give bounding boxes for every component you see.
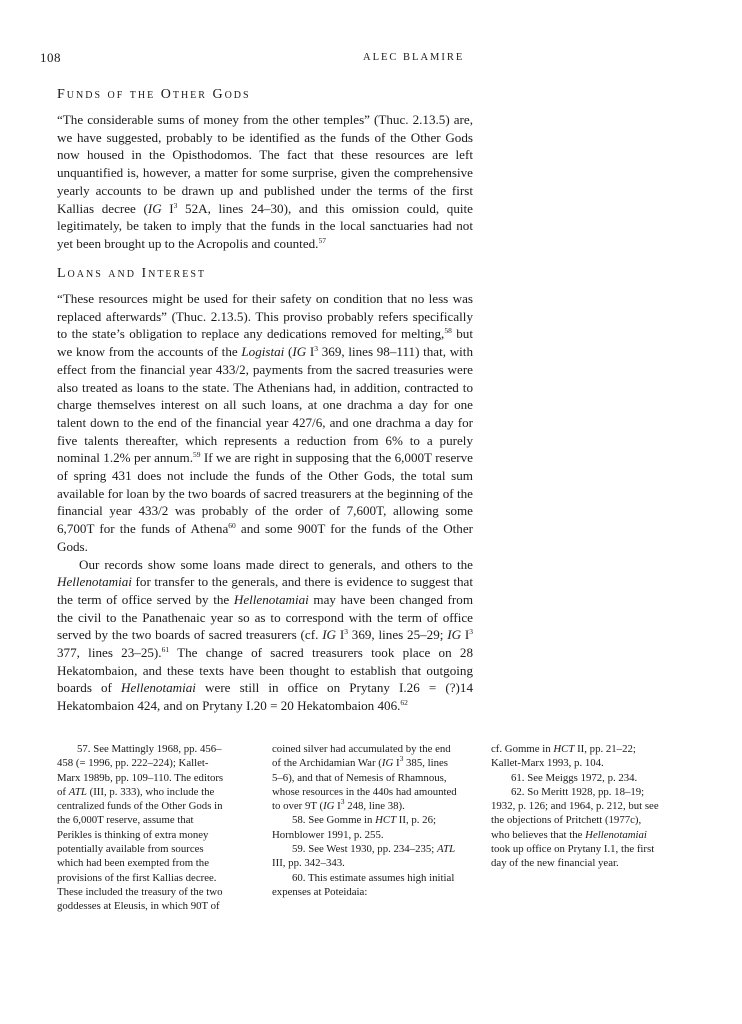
note-ref: 3 <box>469 627 473 637</box>
text-run: I <box>306 344 315 360</box>
footnote <box>272 742 458 813</box>
italic-run: IG <box>447 627 462 643</box>
running-head: ALEC BLAMIRE <box>363 52 465 63</box>
note-ref: 61 <box>161 645 170 655</box>
footnote <box>57 742 227 914</box>
text-run: 248, line 38). <box>344 800 405 813</box>
note-ref: 58 <box>444 326 452 336</box>
text-run: 60. This estimate assumes high initial expenses at Poteidaia: <box>272 871 455 898</box>
text-run: I <box>334 800 341 813</box>
footnote <box>272 813 458 842</box>
body-paragraph <box>57 556 473 715</box>
note-ref: 60 <box>228 521 236 531</box>
text-run: were still in office on Prytany I.26 = (?)14 Hekatombaion 424, and on Prytany I.20 = 20 Hekatombaion 406. <box>57 680 473 714</box>
text-run: I <box>461 627 470 643</box>
text-run: 61. See Meiggs 1972, p. 234. <box>511 771 638 784</box>
text-run: but we know from the accounts of the <box>57 326 473 360</box>
note-ref: 57 <box>318 235 326 245</box>
note-ref: 3 <box>173 200 178 210</box>
italic-run: Logistai <box>241 344 285 360</box>
italic-run: ATL <box>68 785 87 798</box>
italic-run: HCT <box>375 814 397 827</box>
footnote <box>272 842 458 871</box>
text-run: took up office on Prytany I.1, the first day of the new financial year. <box>491 843 655 870</box>
page-number: 108 <box>40 50 61 65</box>
note-ref: 59 <box>192 450 201 460</box>
section-heading: Loans and Interest <box>57 266 206 281</box>
note-ref: 3 <box>340 797 345 807</box>
text-run: I <box>393 757 400 770</box>
text-run: 58. See Gomme in <box>292 814 376 827</box>
note-ref: 3 <box>399 754 404 764</box>
italic-run: Hellenotamiai <box>585 828 647 841</box>
italic-run: IG <box>292 344 307 360</box>
text-run: If we are right in supposing that the 6,000T reserve of spring 431 does not include the funds of the Other Gods, the total sum available for loan by the two boards of sacred treasurers at the beginning of the financial year 433/2 was probably of the order of 7,600T, allowing some 6,700T for the funds of Athena <box>57 450 473 537</box>
text-run: Our records show some loans made direct to generals, and others to the <box>79 556 473 572</box>
footnote <box>272 871 458 900</box>
note-ref: 3 <box>314 344 319 354</box>
body-paragraph <box>57 111 473 253</box>
text-run: 377, lines 23–25). <box>57 645 162 661</box>
text-run: coined silver had accumulated by the end of the Archidamian War ( <box>272 743 451 770</box>
italic-run: IG <box>322 627 337 643</box>
text-run: I <box>336 627 345 643</box>
text-run: 369, lines 98–111) that, with effect from the financial year 433/2, payments from the sacred treasuries were also treated as loans to the state. The Athenians had, in addition, contracted to charge themselves interest on all such loans, at one drachma a day for one talent down to the end of the financial year 427/6, and one drachma a day for five talents thereafter, which represents a reduction from 6% to a purely nominal 1.2% per annum. <box>57 344 473 466</box>
text-run: III, pp. 342–343. <box>272 857 345 870</box>
footnote-column-3 <box>491 742 661 871</box>
text-run: 52A, lines 24–30), and this omission could, quite legitimately, be taken to imply that the funds in the local sanctuaries had not yet been brought up to the Acropolis and counted. <box>57 200 473 251</box>
text-run: ( <box>284 344 293 360</box>
text-run: (III, p. 333), who include the centralized funds of the Other Gods in the 6,000T reserve, assume that Perikles is thinking of extra money potentially available from sources which had been exempted from the provisions of the first Kallias decree. These included the treasury of the two goddesses at Eleusis, in which 90T of <box>57 785 223 913</box>
text-run: “The considerable sums of money from the other temples” (Thuc. 2.13.5) are, we have suggested, probably to be identified as the funds of the Other Gods now housed in the Opisthodomos. The fact that these resources are left unquantified is, however, a matter for some surprise, given the comprehensive yearly accounts to be drawn up and published under the terms of the first Kallias decree ( <box>57 112 473 216</box>
text-run: 369, lines 25–29; <box>347 627 448 643</box>
section-heading: Funds of the Other Gods <box>57 87 251 102</box>
text-run: II, pp. 21–22; Kallet-Marx 1993, p. 104. <box>491 743 636 770</box>
text-run: for transfer to the generals, and there is evidence to suggest that the term of office served by the <box>57 574 473 607</box>
footnote-column-1 <box>57 742 227 914</box>
body-paragraph <box>57 290 473 556</box>
note-ref: 62 <box>400 698 408 708</box>
footnote-column-2 <box>272 742 458 899</box>
text-run: I <box>161 200 174 216</box>
footnote <box>491 785 661 871</box>
text-run: “These resources might be used for their safety on condition that no less was replaced afterwards” (Thuc. 2.13.5). This proviso probably refers specifically to the state’s obligation to replace any dedications removed for melting, <box>57 291 473 342</box>
italic-run: Hellenotamiai <box>121 680 196 696</box>
italic-run: IG <box>147 200 162 216</box>
text-run: The change of sacred treasurers took place on 28 Hekatombaion, and these texts have been thought to establish that outgoing boards of <box>57 645 474 696</box>
text-run: may have been changed from the civil to the Panathenaic year so as to correspond with the term of office served by the two boards of sacred treasurers (cf. <box>57 591 473 643</box>
text-run: and some 900T for the funds of the Other Gods. <box>57 521 474 554</box>
italic-run: IG <box>323 800 335 813</box>
text-run: 57. See Mattingly 1968, pp. 456–458 (= 1996, pp. 222–224); Kallet-Marx 1989b, pp. 109–110. The editors of <box>57 743 224 798</box>
italic-run: IG <box>381 757 394 770</box>
italic-run: HCT <box>553 743 575 755</box>
section-funds-other-gods <box>57 87 473 253</box>
text-run: 385, lines 5–6), and that of Nemesis of Rhamnous, whose resources in the 440s had amounted to over 9T ( <box>272 757 457 813</box>
italic-run: ATL <box>436 843 456 856</box>
note-ref: 3 <box>344 627 348 637</box>
footnote <box>491 742 661 771</box>
text-run: 62. So Meritt 1928, pp. 18–19; 1932, p. 126; and 1964, p. 212, but see the objections of Pritchett (1977c), who believes that the <box>491 785 659 841</box>
section-loans-interest <box>57 266 473 715</box>
italic-run: Hellenotamiai <box>57 574 132 590</box>
text-run: cf. Gomme in <box>491 743 554 755</box>
footnote <box>491 771 661 785</box>
italic-run: Hellenotamiai <box>233 591 309 607</box>
text-run: 59. See West 1930, pp. 234–235; <box>292 843 437 856</box>
text-run: II, p. 26; Hornblower 1991, p. 255. <box>272 814 436 841</box>
